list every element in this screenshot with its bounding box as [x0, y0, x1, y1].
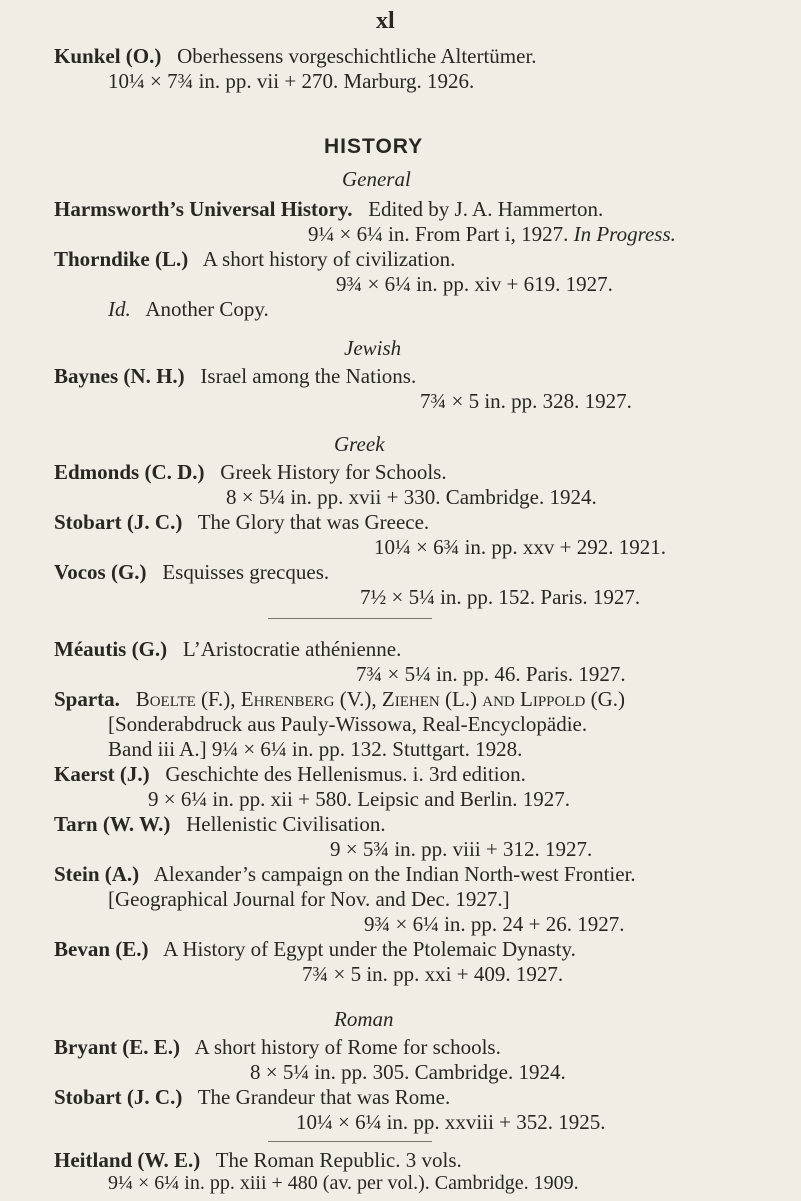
entry-note: [Geographical Journal for Nov. and Dec. 1927.] [108, 887, 510, 911]
entry-details: 7¾ × 5¼ in. pp. 46. Paris. 1927. [356, 662, 626, 686]
entry-title: The Glory that was Greece. [197, 510, 430, 534]
divider [268, 1141, 432, 1142]
entry-author: Stobart (J. C.) [54, 1085, 183, 1109]
entry-title: Alexander’s campaign on the Indian North-west Frontier. [153, 862, 636, 886]
entry-details: 9 × 5¾ in. pp. viii + 312. 1927. [330, 837, 593, 861]
entry-tarn [54, 812, 386, 836]
subsection-greek: Greek [334, 432, 385, 456]
entry-sparta [54, 687, 625, 711]
entry-details: 8 × 5¼ in. pp. xvii + 330. Cambridge. 1924. [226, 485, 597, 509]
entry-title: Oberhessens vorgeschichtliche Altertümer. [177, 44, 537, 68]
entry-details: Band iii A.] 9¼ × 6¼ in. pp. 132. Stuttgart. 1928. [108, 737, 523, 761]
entry-author: Baynes (N. H.) [54, 364, 185, 388]
entry-details: 10¼ × 7¾ in. pp. vii + 270. Marburg. 1926. [108, 69, 475, 93]
subsection-jewish: Jewish [344, 336, 402, 360]
entry-details: 7¾ × 5 in. pp. 328. 1927. [420, 389, 632, 413]
entry-details: 9¾ × 6¼ in. pp. 24 + 26. 1927. [364, 912, 625, 936]
entry-author: Harmsworth’s Universal History. [54, 197, 353, 221]
entry-author: Heitland (W. E.) [54, 1148, 201, 1172]
entry-vocos [54, 560, 329, 584]
entry-thorndike [54, 247, 455, 271]
entry-title: A History of Egypt under the Ptolemaic Dynasty. [163, 937, 576, 961]
entry-authors: Boelte (F.), Ehrenberg (V.), Ziehen (L.) and Lippold (G.) [135, 687, 626, 711]
entry-author: Thorndike (L.) [54, 247, 189, 271]
entry-note: [Sonderabdruck aus Pauly-Wissowa, Real-Encyclopädie. [108, 712, 588, 736]
entry-status: In Progress. [573, 222, 676, 246]
entry-details-text: 9¼ × 6¼ in. From Part i, 1927. [308, 222, 574, 246]
entry-author: Stein (A.) [54, 862, 140, 886]
entry-title: A short history of Rome for schools. [194, 1035, 501, 1059]
entry-details: 9 × 6¼ in. pp. xii + 580. Leipsic and Berlin. 1927. [148, 787, 571, 811]
entry-author: Tarn (W. W.) [54, 812, 171, 836]
entry-title: Hellenistic Civilisation. [186, 812, 386, 836]
entry-stobart-greece [54, 510, 429, 534]
entry-details: 9¼ × 6¼ in. pp. xiii + 480 (av. per vol.). Cambridge. 1909. [108, 1172, 579, 1194]
entry-meautis [54, 637, 401, 661]
entry-author: Stobart (J. C.) [54, 510, 183, 534]
entry-author: Kaerst (J.) [54, 762, 150, 786]
entry-title: A short history of civilization. [202, 247, 456, 271]
entry-kaerst [54, 762, 526, 786]
entry-author: Edmonds (C. D.) [54, 460, 205, 484]
entry-edmonds [54, 460, 447, 484]
entry-details: 7¾ × 5 in. pp. xxi + 409. 1927. [302, 962, 564, 986]
subsection-general: General [342, 167, 411, 191]
entry-title: Greek History for Schools. [220, 460, 447, 484]
page-number: xl [376, 8, 395, 34]
entry-baynes [54, 364, 416, 388]
entry-title: Edited by J. A. Hammerton. [368, 197, 604, 221]
id-abbrev: Id. [108, 297, 131, 321]
entry-another-copy [108, 297, 269, 321]
entry-author: Kunkel (O.) [54, 44, 162, 68]
entry-heitland [54, 1148, 462, 1172]
entry-bryant [54, 1035, 501, 1059]
entry-details: 8 × 5¼ in. pp. 305. Cambridge. 1924. [250, 1060, 566, 1084]
entry-details: 7½ × 5¼ in. pp. 152. Paris. 1927. [360, 585, 641, 609]
entry-bevan [54, 937, 576, 961]
entry-details: 9¾ × 6¼ in. pp. xiv + 619. 1927. [336, 272, 613, 296]
entry-kunkel [54, 44, 537, 68]
copy-text: Another Copy. [145, 297, 269, 321]
entry-harmsworth [54, 197, 603, 221]
entry-title: Israel among the Nations. [200, 364, 417, 388]
entry-title: L’Aristocratie athénienne. [182, 637, 402, 661]
entry-details: 10¼ × 6¾ in. pp. xxv + 292. 1921. [374, 535, 667, 559]
entry-stein [54, 862, 636, 886]
entry-author: Bryant (E. E.) [54, 1035, 180, 1059]
entry-author: Méautis (G.) [54, 637, 168, 661]
entry-author: Sparta. [54, 687, 120, 711]
entry-stobart-rome [54, 1085, 450, 1109]
entry-author: Vocos (G.) [54, 560, 147, 584]
entry-title: The Grandeur that was Rome. [197, 1085, 451, 1109]
entry-title: The Roman Republic. 3 vols. [215, 1148, 462, 1172]
divider [268, 618, 432, 619]
section-title: HISTORY [324, 135, 424, 158]
entry-details: 10¼ × 6¼ in. pp. xxviii + 352. 1925. [296, 1110, 606, 1134]
subsection-roman: Roman [334, 1007, 394, 1031]
entry-details [308, 222, 676, 246]
entry-title: Esquisses grecques. [162, 560, 330, 584]
entry-title: Geschichte des Hellenismus. i. 3rd edition. [165, 762, 526, 786]
entry-author: Bevan (E.) [54, 937, 149, 961]
